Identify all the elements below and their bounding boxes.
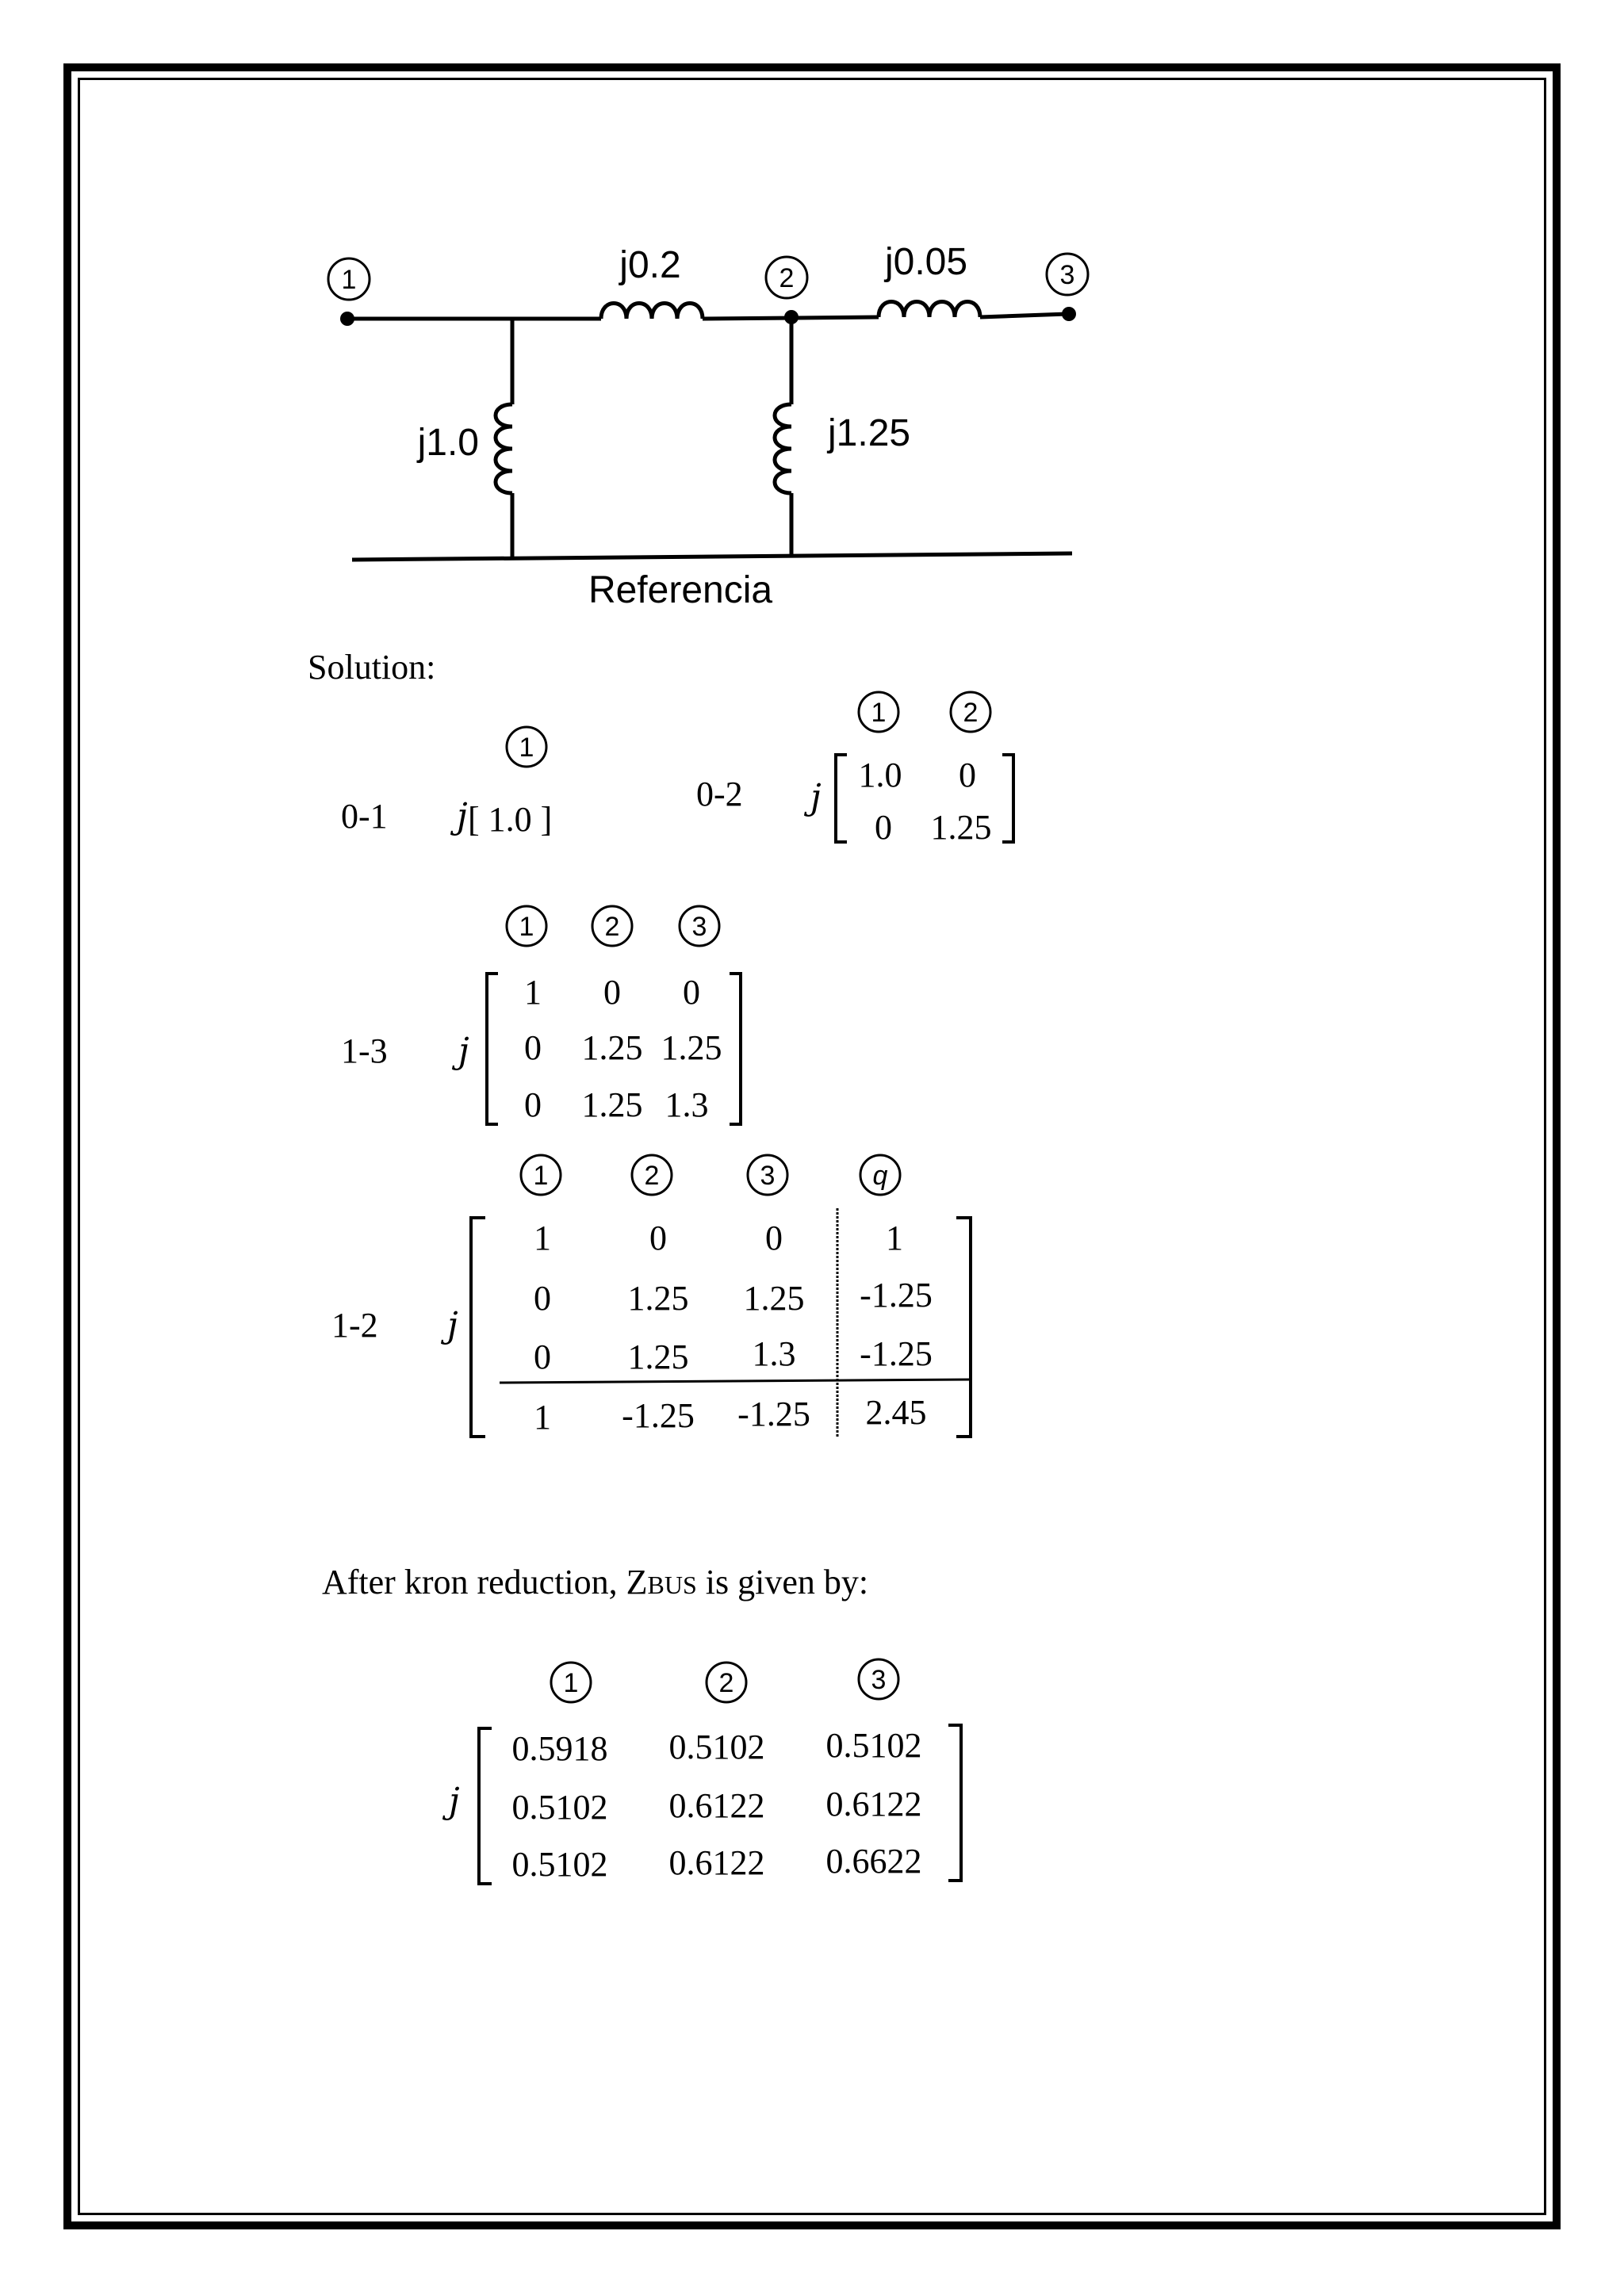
step-label-0-1: 0-1 — [341, 797, 388, 836]
bracket-left-zbus — [479, 1728, 492, 1884]
step-0-1 — [341, 727, 552, 839]
inductor-shunt-2 — [775, 404, 791, 493]
cell-1-2-r3c2: 1.25 — [627, 1337, 689, 1376]
bracket-left-0-2 — [836, 755, 847, 842]
cell-1-3-r3c2: 1.25 — [581, 1085, 643, 1124]
cell-1-2-r4c1: 1 — [534, 1398, 551, 1437]
node-label-1 — [328, 258, 370, 300]
j-prefix-1-3: j — [458, 1031, 469, 1071]
cell-1-2-r2c3: 1.25 — [743, 1279, 805, 1318]
step-label-1-2: 1-2 — [331, 1306, 378, 1345]
step-1-3 — [341, 906, 741, 1124]
inductor-shunt-1 — [496, 404, 512, 493]
j-prefix-1-2: j — [447, 1305, 458, 1345]
impedance-label-1-2: j0.2 — [619, 244, 681, 286]
inductor-1-2 — [601, 304, 703, 320]
svg-text:1: 1 — [341, 265, 357, 295]
reference-label: Referencia — [588, 569, 773, 611]
cell-1-3-r3c1: 0 — [524, 1085, 542, 1124]
cell-1-3-r1c1: 1 — [524, 973, 542, 1012]
impedance-label-2-3: j0.05 — [884, 241, 968, 283]
cell-1-3-r1c2: 0 — [603, 973, 621, 1012]
zbus-matrix — [442, 1659, 961, 1884]
inductor-2-3 — [879, 302, 980, 318]
cell-1-2-r4c3: -1.25 — [737, 1395, 810, 1433]
cell-zbus-r1c3: 0.5102 — [825, 1726, 922, 1765]
bracket-left-1-3 — [487, 974, 498, 1124]
cell-1-2-r1c4: 1 — [886, 1219, 903, 1257]
bracket-right-1-3 — [730, 974, 741, 1124]
impedance-label-shunt-2: j1.25 — [828, 412, 911, 454]
cell-1-2-r2c2: 1.25 — [627, 1279, 689, 1318]
value-0-1: [ 1.0 ] — [468, 800, 553, 839]
header-0-2-2: 2 — [963, 698, 979, 728]
cell-1-2-r1c2: 0 — [649, 1219, 667, 1257]
node-2-dot — [784, 310, 799, 324]
cell-zbus-r3c2: 0.6122 — [668, 1843, 765, 1882]
header-1-3-1: 1 — [519, 912, 534, 942]
impedance-label-shunt-1: j1.0 — [417, 422, 479, 464]
header-0-1-1: 1 — [519, 733, 534, 763]
header-1-2-3: 3 — [760, 1161, 776, 1191]
cell-1-2-r3c3: 1.3 — [752, 1334, 796, 1373]
bracket-left-1-2 — [471, 1218, 485, 1437]
node-label-3 — [1047, 254, 1088, 295]
bracket-right-0-2 — [1002, 755, 1013, 842]
cell-zbus-r2c2: 0.6122 — [668, 1786, 765, 1825]
wire-top-right — [980, 314, 1067, 317]
header-1-2-4: q — [872, 1161, 888, 1191]
header-1-3-3: 3 — [691, 912, 707, 942]
cell-1-2-r1c1: 1 — [534, 1219, 551, 1257]
cell-zbus-r1c1: 0.5918 — [511, 1729, 608, 1768]
step-label-1-3: 1-3 — [341, 1031, 388, 1070]
step-1-2 — [331, 1155, 971, 1438]
cell-zbus-r3c3: 0.6622 — [825, 1842, 922, 1881]
cell-1-2-r4c4: 2.45 — [865, 1393, 927, 1432]
cell-1-2-r3c4: -1.25 — [860, 1334, 933, 1373]
cell-1-3-r1c3: 0 — [683, 973, 700, 1012]
cell-1-2-r1c3: 0 — [765, 1219, 783, 1257]
step-label-0-2: 0-2 — [696, 775, 743, 813]
solution-label: Solution: — [308, 648, 436, 687]
step-0-2 — [696, 692, 1013, 847]
header-1-2-1: 1 — [533, 1161, 549, 1191]
cell-zbus-r2c3: 0.6122 — [825, 1785, 922, 1823]
svg-text:2: 2 — [779, 263, 795, 293]
svg-text:3: 3 — [1059, 260, 1075, 290]
cell-1-3-r2c1: 0 — [524, 1028, 542, 1067]
cell-zbus-r1c2: 0.5102 — [668, 1728, 765, 1766]
cell-zbus-r3c1: 0.5102 — [511, 1845, 608, 1884]
header-zbus-1: 1 — [563, 1668, 579, 1698]
cell-1-3-r2c3: 1.25 — [661, 1028, 722, 1067]
cell-1-2-r2c1: 0 — [534, 1279, 551, 1318]
header-zbus-2: 2 — [718, 1668, 734, 1698]
j-prefix-zbus: j — [449, 1781, 460, 1821]
header-1-3-2: 2 — [604, 912, 620, 942]
cell-1-2-r2c4: -1.25 — [860, 1276, 933, 1314]
header-zbus-3: 3 — [871, 1665, 887, 1695]
cell-0-2-r1c1: 1.0 — [858, 756, 902, 794]
bracket-right-zbus — [948, 1725, 961, 1881]
cell-0-2-r2c2: 1.25 — [930, 808, 992, 847]
cell-0-2-r2c1: 0 — [875, 808, 892, 847]
node-3-dot — [1062, 307, 1076, 321]
cell-zbus-r2c1: 0.5102 — [511, 1788, 608, 1827]
j-prefix-0-1: j — [457, 796, 468, 836]
reference-line — [352, 553, 1072, 560]
header-0-2-1: 1 — [871, 698, 887, 728]
kron-statement: After kron reduction, ZBUS is given by: — [322, 1563, 869, 1601]
cell-1-3-r3c3: 1.3 — [665, 1085, 709, 1124]
cell-0-2-r1c2: 0 — [959, 756, 976, 794]
header-1-2-2: 2 — [644, 1161, 660, 1191]
cell-1-3-r2c2: 1.25 — [581, 1028, 643, 1067]
cell-1-2-r4c2: -1.25 — [622, 1396, 695, 1435]
node-label-2 — [766, 257, 807, 298]
j-prefix-0-2: j — [810, 777, 822, 817]
bracket-right-1-2 — [956, 1218, 971, 1437]
cell-1-2-r3c1: 0 — [534, 1337, 551, 1376]
partition-horizontal-1-2 — [500, 1380, 971, 1383]
node-1-dot — [340, 312, 354, 326]
